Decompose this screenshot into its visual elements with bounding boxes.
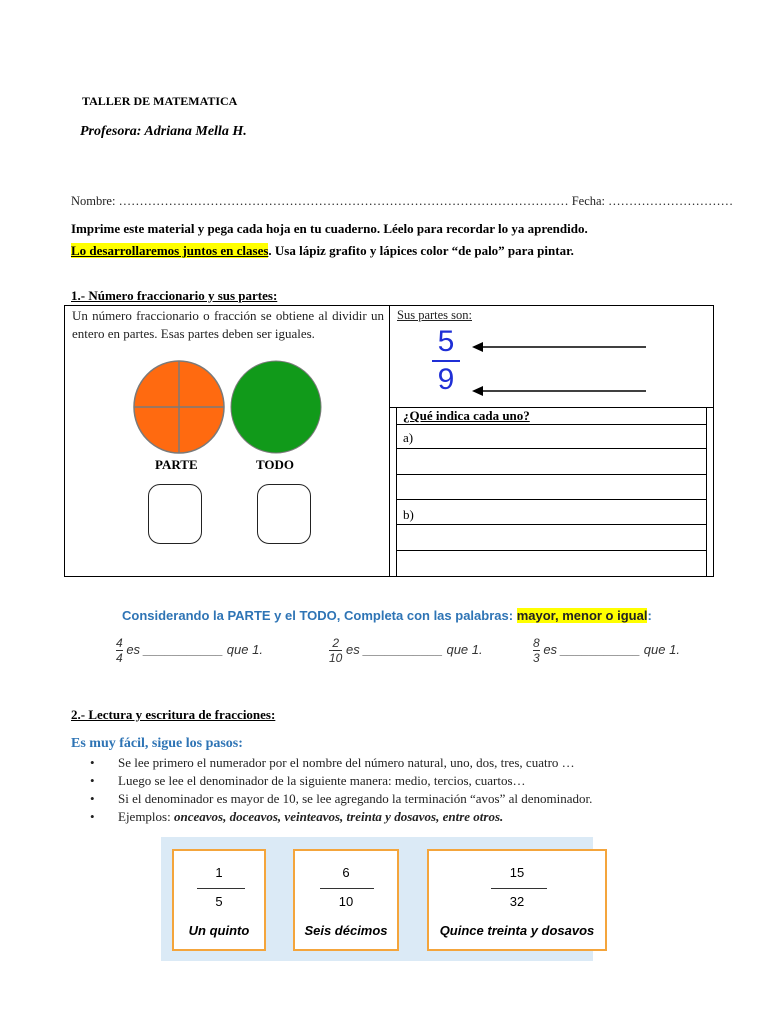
compare-item xyxy=(533,637,680,664)
name-field[interactable]: ……………………………………………………………………………………………… xyxy=(118,194,569,208)
compare-denominator: 3 xyxy=(533,651,540,665)
whole-answer-box[interactable] xyxy=(257,484,311,544)
compare-colon: : xyxy=(647,608,652,623)
compare-numerator: 4 xyxy=(116,636,123,650)
bullet-icon: • xyxy=(90,809,95,824)
numerator: 5 xyxy=(437,325,455,358)
fraction-definition: Un número fraccionario o fracción se obtiene al dividir un entero en partes. Esas partes deben ser iguales. xyxy=(72,308,384,341)
example-card xyxy=(293,849,399,951)
card-denominator: 32 xyxy=(509,894,525,909)
answer-right-border xyxy=(706,407,707,577)
compare-words: mayor, menor o igual xyxy=(516,608,648,623)
part-answer-box[interactable] xyxy=(148,484,202,544)
denominator: 9 xyxy=(437,363,455,396)
compare-denominator: 10 xyxy=(329,651,343,665)
compare-fraction xyxy=(116,637,123,664)
question-label: ¿Qué indica cada uno? xyxy=(403,408,530,423)
compare-fraction xyxy=(329,637,342,664)
list-item xyxy=(90,754,592,772)
card-numerator: 6 xyxy=(342,865,350,880)
whole-circle xyxy=(231,361,321,453)
name-date-line xyxy=(71,194,733,209)
answer-rule xyxy=(396,474,706,475)
bullet-icon: • xyxy=(90,773,95,788)
step-text: Luego se lee el denominador de la siguiente manera: medio, tercios, cuartos… xyxy=(118,773,526,788)
card-numerator: 1 xyxy=(215,865,223,880)
fraction-bar xyxy=(432,360,460,362)
steps-list xyxy=(90,754,592,826)
intro-line-1: Imprime este material y pega cada hoja en tu cuaderno. Léelo para recordar lo ya aprendido. xyxy=(71,221,588,236)
label-whole: TODO xyxy=(256,457,295,472)
fraction-five-ninths xyxy=(432,326,460,396)
card-fraction-bar xyxy=(320,888,374,889)
compare-blank[interactable]: es ___________ que 1. xyxy=(345,641,483,657)
bullet-icon: • xyxy=(90,755,95,770)
compare-fraction xyxy=(533,637,540,664)
examples-panel xyxy=(161,837,593,961)
intro-rest: . Usa lápiz grafito y lápices color “de palo” para pintar. xyxy=(268,243,574,258)
date-field[interactable]: ………………………… xyxy=(608,194,734,208)
steps-subheading: Es muy fácil, sigue los pasos: xyxy=(71,736,243,751)
compare-item xyxy=(329,637,483,664)
card-word: Un quinto xyxy=(188,923,250,938)
answer-rule xyxy=(396,499,706,500)
compare-blank[interactable]: es ___________ que 1. xyxy=(543,641,680,657)
numerator-arrow-icon xyxy=(472,342,646,352)
compare-denominator: 4 xyxy=(116,651,123,665)
card-denominator: 5 xyxy=(215,894,223,909)
step-text: Se lee primero el numerador por el nombre del número natural, uno, dos, tres, cuatro … xyxy=(118,755,575,770)
list-item xyxy=(90,808,592,826)
card-fraction-bar xyxy=(491,888,547,889)
card-fraction-bar xyxy=(197,888,245,889)
intro-line-2 xyxy=(71,243,574,259)
list-item xyxy=(90,772,592,790)
parts-label: Sus partes son: xyxy=(397,308,472,322)
section-1-heading: 1.- Número fraccionario y sus partes: xyxy=(71,288,278,303)
compare-numerator: 2 xyxy=(332,636,340,650)
table-divider xyxy=(389,305,390,577)
examples-prefix: Ejemplos: xyxy=(118,809,174,824)
date-label: Fecha: xyxy=(571,194,606,208)
part-circle xyxy=(134,361,224,453)
answer-rule xyxy=(396,524,706,525)
name-label: Nombre: xyxy=(71,194,116,208)
answer-rule xyxy=(396,448,706,449)
compare-item xyxy=(116,637,263,664)
worksheet-title: TALLER DE MATEMATICA xyxy=(82,94,238,108)
example-card xyxy=(427,849,607,951)
card-denominator: 10 xyxy=(338,894,354,909)
step-text: Si el denominador es mayor de 10, se lee agregando la terminación “avos” al denominador. xyxy=(118,791,593,806)
card-word: Seis décimos xyxy=(304,923,388,938)
compare-instruction: Considerando la PARTE y el TODO, Completa con las palabras: mayor, menor o igual: xyxy=(122,608,652,623)
answer-rule xyxy=(396,550,706,551)
pointer-arrows xyxy=(468,338,650,400)
label-part: PARTE xyxy=(155,457,198,472)
card-numerator: 15 xyxy=(509,865,525,880)
teacher-name: Profesora: Adriana Mella H. xyxy=(80,124,247,139)
card-word: Quince treinta y dosavos xyxy=(439,923,595,938)
answer-rule xyxy=(396,424,706,425)
compare-blank[interactable]: es ___________ que 1. xyxy=(126,641,263,657)
part-whole-circles xyxy=(130,360,330,460)
compare-numerator: 8 xyxy=(533,636,540,650)
intro-highlight: Lo desarrollaremos juntos en clases xyxy=(71,243,269,258)
compare-instruction-text: Considerando la PARTE y el TODO, Completa con las palabras xyxy=(122,608,509,623)
bullet-icon: • xyxy=(90,791,95,806)
examples-list: onceavos, doceavos, veinteavos, treinta y dosavos, entre otros. xyxy=(173,809,504,824)
section-2-heading: 2.- Lectura y escritura de fracciones: xyxy=(71,707,276,722)
answer-left-border xyxy=(396,407,397,577)
denominator-arrow-icon xyxy=(472,386,646,396)
example-card xyxy=(172,849,266,951)
answer-a-label: a) xyxy=(403,430,414,445)
answer-b-label: b) xyxy=(403,507,414,522)
list-item xyxy=(90,790,592,808)
